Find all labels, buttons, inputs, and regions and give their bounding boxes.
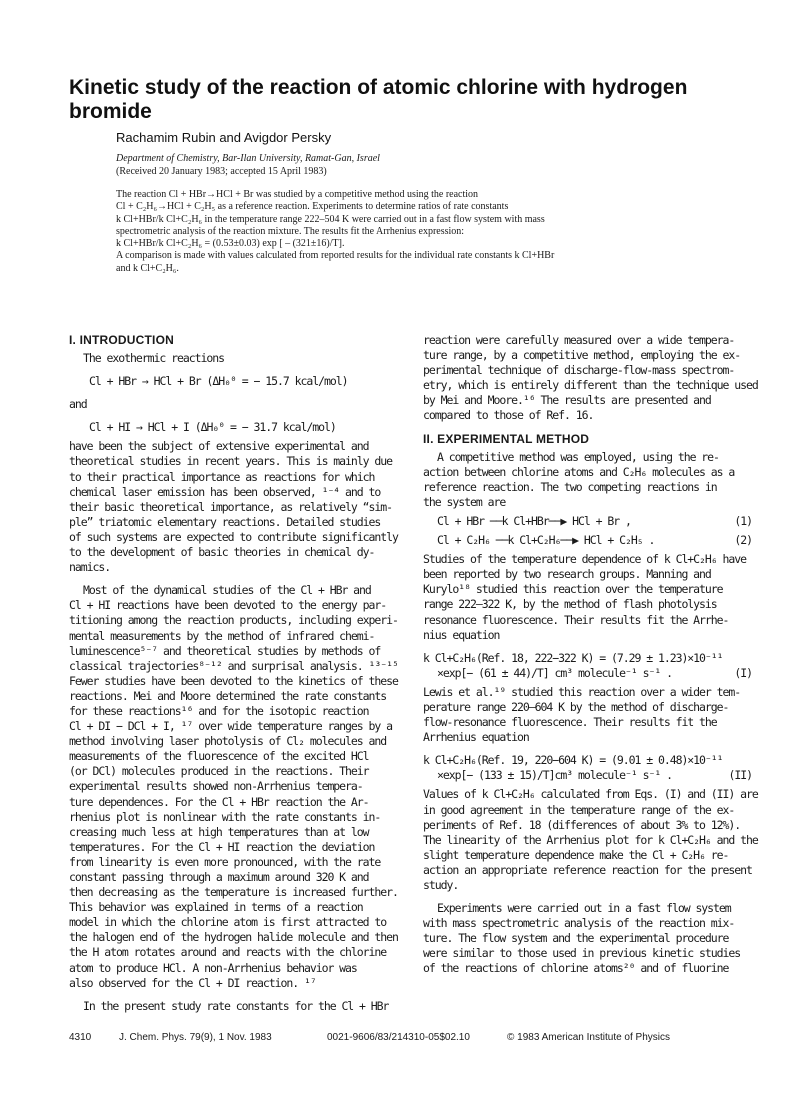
text-line: reference reaction. The two competing reactions in	[423, 479, 717, 494]
section-heading: I. INTRODUCTION	[69, 333, 174, 347]
equation	[423, 533, 756, 548]
text-line: chemical laser emission has been observed, ¹⁻⁴ and to	[69, 484, 381, 499]
equation-number: (II)	[728, 768, 752, 783]
text-line: temperatures. For the Cl + HI reaction the deviation	[69, 839, 375, 854]
text-line: model in which the chlorine atom is first attracted to	[69, 915, 387, 930]
page-number: 4310	[69, 1032, 92, 1043]
text-line: the halogen end of the hydrogen halide molecule and then	[69, 930, 398, 945]
text-line: and	[69, 397, 87, 412]
article-code: 0021-9606/83/214310-05$02.10	[327, 1032, 470, 1043]
text-line: Fewer studies have been devoted to the kinetics of these	[69, 673, 398, 688]
text-line: perature range 220–604 K by the method of discharge-	[423, 699, 729, 714]
text-line: nius equation	[423, 627, 500, 642]
text-line: study.	[423, 878, 459, 892]
spacer	[69, 389, 404, 397]
text-line: to the development of basic theories in chemical dy-	[69, 545, 375, 560]
equation: Cl + HI → HCl + I (ΔH₀⁰ = − 31.7 kcal/mol)	[89, 420, 336, 435]
text-line: reaction were carefully measured over a wide tempera-	[423, 333, 735, 347]
text-line: periments of Ref. 18 (differences of about 3% to 12%).	[423, 817, 741, 832]
abstract-line: The reaction Cl + HBr→HCl + Br was studied by a competitive method using the reaction	[116, 189, 479, 200]
left-column	[69, 333, 404, 1014]
text-line: Cl + DI − DCl + I, ¹⁷ over wide temperature ranges by a	[69, 719, 393, 734]
equation-text: Cl + HBr ──k Cl+HBr──▶ HCl + Br ,	[437, 513, 631, 528]
text-line: been reported by two research groups. Manning and	[423, 567, 711, 582]
copyright: © 1983 American Institute of Physics	[507, 1032, 671, 1043]
abstract-line: and k Cl+C₂H₆.	[116, 262, 179, 274]
text-line: k Cl+C₂H₆(Ref. 19, 220−604 K) = (9.01 ± 0.48)×10⁻¹¹	[423, 753, 723, 768]
text-line: were similar to those used in previous kinetic studies	[423, 946, 741, 961]
text-line: The linearity of the Arrhenius plot for k Cl+C₂H₆ and the	[423, 832, 758, 847]
text-line: etry, which is entirely different than the technique used	[423, 378, 758, 393]
text-line: constant passing through a maximum around 320 K and	[69, 870, 369, 884]
abstract	[116, 189, 751, 275]
text-line: action between chlorine atoms and C₂H₆ molecules as a	[423, 464, 735, 479]
text-line: in good agreement in the temperature range of the ex-	[423, 802, 735, 817]
spacer	[423, 745, 756, 753]
equation-text: ×exp[− (61 ± 44)/T] cm³ molecule⁻¹ s⁻¹ .	[437, 665, 672, 680]
text-line: luminescence⁵⁻⁷ and theoretical studies by methods of	[69, 643, 381, 658]
equation-text: Cl + C₂H₆ ──k Cl+C₂H₆──▶ HCl + C₂H₅ .	[437, 533, 655, 548]
authors: Rachamim Rubin and Avigdor Persky	[116, 130, 332, 145]
spacer	[69, 366, 404, 374]
text-line: k Cl+C₂H₆(Ref. 18, 222−322 K) = (7.29 ± 1.23)×10⁻¹¹	[423, 650, 723, 665]
text-line: Values of k Cl+C₂H₆ calculated from Eqs. (I) and (II) are	[423, 787, 758, 802]
text-line: from linearity is even more pronounced, with the rate	[69, 854, 381, 869]
text-line: to their practical importance as reactions for which	[69, 469, 375, 484]
section-heading: II. EXPERIMENTAL METHOD	[423, 431, 590, 446]
text-line: A competitive method was employed, using the re-	[437, 449, 719, 464]
text-line: mental measurements by the method of infrared chemi-	[69, 628, 375, 643]
text-line: Arrhenius equation	[423, 730, 529, 745]
text-line: action an appropriate reference reaction for the present	[423, 862, 752, 877]
text-line: slight temperature dependence make the Cl + C₂H₆ re-	[423, 847, 729, 862]
spacer	[423, 424, 756, 432]
text-line: classical trajectories⁸⁻¹² and surprisal analysis. ¹³⁻¹⁵	[69, 658, 398, 673]
text-line: with mass spectrometric analysis of the reaction mix-	[423, 916, 735, 931]
equation-number: (2)	[734, 533, 752, 548]
text-line: namics.	[69, 560, 111, 575]
text-line: the system are	[423, 494, 506, 509]
text-line: Experiments were carried out in a fast flow system	[437, 901, 731, 916]
text-line: of the reactions of chlorine atoms²⁰ and of fluorine	[423, 961, 729, 976]
text-line: reactions. Mei and Moore determined the rate constants	[69, 688, 387, 703]
text-line: for these reactions¹⁶ and for the isotopic reaction	[69, 703, 369, 718]
spacer	[69, 991, 404, 999]
text-line: flow-resonance fluorescence. Their results fit the	[423, 715, 717, 730]
equation-number: (I)	[734, 665, 752, 680]
text-line: This behavior was explained in terms of a reaction	[69, 900, 363, 915]
text-line: then decreasing as the temperature is increased further.	[69, 885, 398, 900]
text-line: ture range, by a competitive method, employing the ex-	[423, 348, 741, 363]
text-line: Kurylo¹⁸ studied this reaction over the temperature	[423, 582, 723, 597]
text-line: Studies of the temperature dependence of k Cl+C₂H₆ have	[423, 552, 747, 567]
text-line: In the present study rate constants for the Cl + HBr	[83, 998, 389, 1013]
equation	[423, 768, 756, 783]
text-line: (or DCl) molecules produced in the reactions. Their	[69, 764, 369, 779]
received-date: (Received 20 January 1983; accepted 15 April 1983)	[116, 166, 327, 177]
text-line: Most of the dynamical studies of the Cl + HBr and	[83, 583, 371, 598]
text-line: creasing much less at high temperatures than at low	[69, 824, 369, 839]
text-line: perimental technique of discharge-flow-mass spectrom-	[423, 363, 735, 378]
text-line: method involving laser photolysis of Cl₂ molecules and	[69, 734, 387, 749]
abstract-line: k Cl+HBr/k Cl+C₂H₆ = (0.53±0.03) exp [ – (321±16)/T].	[116, 238, 345, 250]
spacer	[69, 575, 404, 583]
text-line: experimental results showed non-Arrhenius tempera-	[69, 779, 363, 794]
text-line: titioning among the reaction products, including experi-	[69, 613, 398, 628]
abstract-line: spectrometric analysis of the reaction mixture. The results fit the Arrhenius expression:	[116, 225, 465, 237]
text-line: by Mei and Moore.¹⁶ The results are presented and	[423, 393, 711, 408]
text-line: also observed for the Cl + DI reaction. ¹⁷	[69, 975, 316, 990]
text-line: their basic theoretical importance, as relatively “sim-	[69, 499, 393, 514]
text-line: have been the subject of extensive experimental and	[69, 439, 369, 454]
spacer	[423, 643, 756, 651]
text-line: measurements of the fluorescence of the excited HCl	[69, 749, 369, 764]
text-line: ture. The flow system and the experimental procedure	[423, 931, 729, 946]
affiliation: Department of Chemistry, Bar-Ilan University, Ramat-Gan, Israel	[116, 153, 380, 164]
text-line: ple” triatomic elementary reactions. Detailed studies	[69, 514, 381, 529]
spacer	[423, 893, 756, 901]
spacer	[69, 412, 404, 420]
text-line: compared to those of Ref. 16.	[423, 408, 594, 423]
right-column	[423, 333, 756, 977]
text-line: rhenius plot is nonlinear with the rate constants in-	[69, 809, 381, 824]
text-line: atom to produce HCl. A non-Arrhenius behavior was	[69, 960, 357, 975]
abstract-line: Cl + C₂H₆→HCl + C₂H₅ as a reference reaction. Experiments to determine ratios of rate constants	[116, 201, 509, 213]
text-line: resonance fluorescence. Their results fit the Arrhe-	[423, 612, 729, 627]
text-line: range 222–322 K, by the method of flash photolysis	[423, 597, 717, 612]
equation: Cl + HBr → HCl + Br (ΔH₀⁰ = − 15.7 kcal/mol)	[89, 374, 348, 389]
text-line: the H atom rotates around and reacts with the chlorine	[69, 945, 387, 960]
text-line: theoretical studies in recent years. This is mainly due	[69, 454, 393, 469]
text-line: Lewis et al.¹⁹ studied this reaction over a wider tem-	[423, 684, 741, 699]
text-line: ture dependences. For the Cl + HBr reaction the Ar-	[69, 794, 369, 809]
page-footer	[69, 1032, 749, 1046]
equation-text: ×exp[− (133 ± 15)/T]cm³ molecule⁻¹ s⁻¹ .	[437, 768, 672, 783]
abstract-line: k Cl+HBr/k Cl+C₂H₆ in the temperature range 222–504 K were carried out in a fast flow system with mass	[116, 213, 545, 225]
equation	[423, 514, 756, 529]
article-title: Kinetic study of the reaction of atomic chlorine with hydrogen bromide	[69, 76, 688, 123]
abstract-line: A comparison is made with values calculated from reported results for the individual rate constants k Cl+HBr	[116, 250, 555, 262]
text-line: of such systems are expected to contribute significantly	[69, 529, 398, 544]
journal-citation: J. Chem. Phys. 79(9), 1 Nov. 1983	[119, 1032, 272, 1043]
equation	[423, 666, 756, 681]
text-line: The exothermic reactions	[83, 351, 224, 365]
text-line: Cl + HI reactions have been devoted to the energy par-	[69, 598, 387, 613]
equation-number: (1)	[734, 513, 752, 528]
